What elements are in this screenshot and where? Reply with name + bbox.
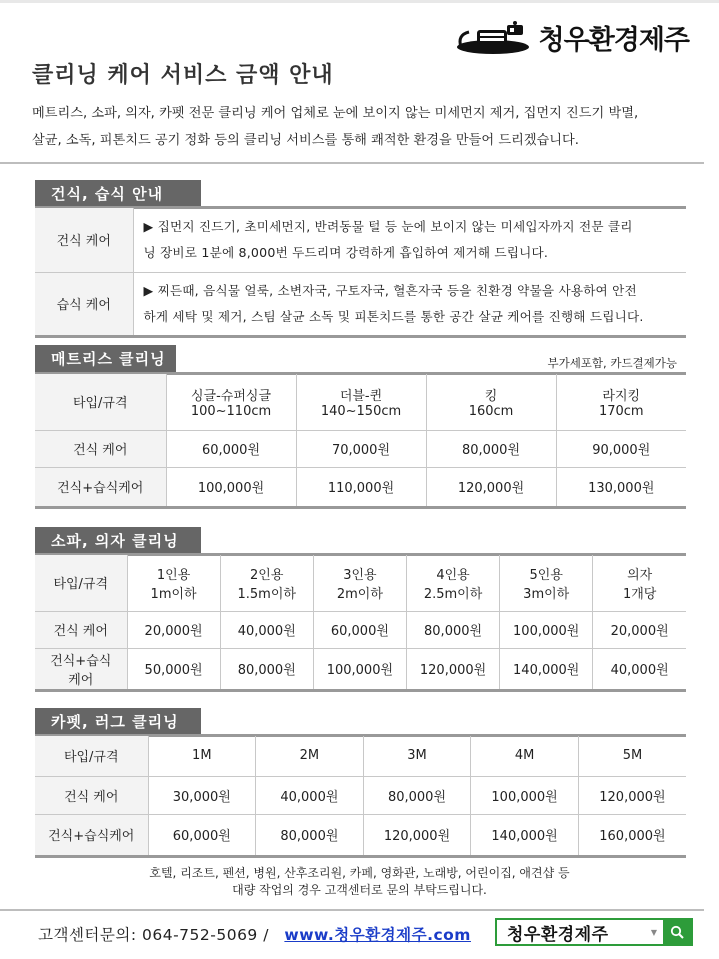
row-label: 건식 케어 bbox=[35, 430, 166, 467]
price-cell: 50,000원 bbox=[127, 648, 220, 690]
desc-line: ▶ 찌든때, 음식물 얼룩, 소변자국, 구토자국, 혈흔자국 등을 친환경 약물을 사용하여 안전 bbox=[143, 282, 637, 298]
price-cell: 160,000원 bbox=[578, 814, 686, 856]
price-cell: 90,000원 bbox=[556, 430, 686, 467]
contact-info bbox=[38, 923, 471, 945]
vat-note: 부가세포함, 카드결제가능 bbox=[547, 356, 677, 370]
column-header bbox=[426, 374, 556, 430]
search-button[interactable] bbox=[663, 920, 691, 944]
price-cell: 70,000원 bbox=[296, 430, 426, 467]
row-label: 건식+습식케어 bbox=[35, 467, 166, 507]
column-header bbox=[166, 374, 296, 430]
table-row bbox=[35, 374, 686, 430]
price-cell: 20,000원 bbox=[593, 611, 686, 648]
intro-line-2: 살균, 소독, 피톤치드 공기 정화 등의 클리닝 서비스를 통해 쾌적한 환경을 만들어 드리겠습니다. bbox=[32, 133, 579, 148]
cleaning-machine-icon bbox=[455, 20, 533, 56]
row-description bbox=[133, 208, 686, 272]
price-cell: 120,000원 bbox=[363, 814, 471, 856]
column-header bbox=[556, 374, 686, 430]
price-cell: 80,000원 bbox=[363, 776, 471, 814]
section-header-sofa: 소파, 의자 클리닝 bbox=[35, 527, 201, 555]
column-header: 5M bbox=[578, 736, 686, 776]
price-cell: 140,000원 bbox=[500, 648, 593, 690]
col-size: 140~150cm bbox=[320, 403, 402, 419]
column-header: 4M bbox=[471, 736, 579, 776]
type-label: 타입/규격 bbox=[35, 374, 166, 430]
type-label: 타입/규격 bbox=[35, 555, 127, 611]
col-size: 170cm bbox=[598, 403, 644, 419]
row-description bbox=[133, 272, 686, 336]
col-name: 킹 bbox=[484, 388, 498, 404]
brand-logo bbox=[455, 18, 690, 57]
col-name: 3인용 bbox=[343, 567, 377, 583]
col-size: 1m이하 bbox=[150, 586, 197, 602]
col-name: 싱글-슈퍼싱글 bbox=[190, 388, 272, 404]
col-size: 1개당 bbox=[622, 586, 657, 602]
intro-text bbox=[32, 100, 692, 154]
column-header bbox=[220, 555, 313, 611]
price-cell: 60,000원 bbox=[313, 611, 406, 648]
label-line: 케어 bbox=[68, 672, 94, 688]
col-size: 3m이하 bbox=[523, 586, 570, 602]
col-name: 라지킹 bbox=[602, 388, 641, 404]
col-name: 더블-퀸 bbox=[339, 388, 383, 404]
price-cell: 40,000원 bbox=[220, 611, 313, 648]
table-row bbox=[35, 814, 686, 856]
col-name: 의자 bbox=[627, 567, 653, 583]
col-name: 1인용 bbox=[156, 567, 191, 583]
table-row bbox=[35, 272, 686, 336]
col-size: 100~110cm bbox=[190, 403, 272, 419]
price-cell: 100,000원 bbox=[313, 648, 406, 690]
column-header: 3M bbox=[363, 736, 471, 776]
table-row bbox=[35, 467, 686, 507]
table-row bbox=[35, 430, 686, 467]
label-line: 건식+습식 bbox=[50, 653, 112, 669]
phone-label: 고객센터문의: 064-752-5069 / bbox=[38, 926, 269, 944]
row-label: 건식 케어 bbox=[35, 611, 127, 648]
price-cell: 80,000원 bbox=[406, 611, 499, 648]
price-cell: 40,000원 bbox=[256, 776, 364, 814]
col-size: 2m이하 bbox=[336, 586, 383, 602]
desc-line: 닝 장비로 1분에 8,000번 두드리며 강력하게 흡입하여 제거해 드립니다. bbox=[143, 244, 549, 260]
divider bbox=[0, 909, 704, 911]
row-label: 습식 케어 bbox=[35, 272, 133, 336]
price-cell: 120,000원 bbox=[578, 776, 686, 814]
col-name: 2인용 bbox=[250, 567, 284, 583]
page-title: 클리닝 케어 서비스 금액 안내 bbox=[32, 63, 334, 88]
table-row bbox=[35, 208, 686, 272]
column-header: 2M bbox=[256, 736, 364, 776]
row-label: 건식 케어 bbox=[35, 208, 133, 272]
column-header bbox=[313, 555, 406, 611]
table-row bbox=[35, 776, 686, 814]
table-row bbox=[35, 648, 686, 690]
column-header bbox=[127, 555, 220, 611]
sofa-table bbox=[35, 555, 686, 692]
column-header bbox=[406, 555, 499, 611]
table-row bbox=[35, 736, 686, 776]
mattress-table bbox=[35, 374, 686, 509]
col-size: 1.5m이하 bbox=[237, 586, 296, 602]
search-box[interactable] bbox=[495, 918, 693, 946]
column-header bbox=[500, 555, 593, 611]
col-size: 2.5m이하 bbox=[423, 586, 483, 602]
price-cell: 110,000원 bbox=[296, 467, 426, 507]
bulk-order-note bbox=[0, 865, 719, 899]
price-cell: 120,000원 bbox=[426, 467, 556, 507]
chevron-down-icon[interactable]: ▼ bbox=[650, 927, 657, 937]
dry-wet-table bbox=[35, 208, 686, 338]
carpet-table bbox=[35, 736, 686, 858]
type-label: 타입/규격 bbox=[35, 736, 148, 776]
search-input[interactable]: 청우환경제주 bbox=[507, 924, 609, 945]
price-cell: 60,000원 bbox=[148, 814, 256, 856]
price-cell: 120,000원 bbox=[406, 648, 499, 690]
price-cell: 80,000원 bbox=[256, 814, 364, 856]
price-cell: 30,000원 bbox=[148, 776, 256, 814]
price-cell: 80,000원 bbox=[426, 430, 556, 467]
intro-line-1: 메트리스, 소파, 의자, 카펫 전문 클리닝 케어 업체로 눈에 보이지 않는 미세먼지 제거, 집먼지 진드기 박멸, bbox=[32, 106, 639, 121]
column-header bbox=[593, 555, 686, 611]
price-cell: 20,000원 bbox=[127, 611, 220, 648]
row-label bbox=[35, 648, 127, 690]
note-line: 대량 작업의 경우 고객센터로 문의 부탁드립니다. bbox=[232, 883, 487, 897]
row-label: 건식 케어 bbox=[35, 776, 148, 814]
desc-line: 하게 세탁 및 제거, 스팀 살균 소독 및 피톤치드를 통한 공간 살균 케어를 진행해 드립니다. bbox=[143, 308, 644, 324]
section-header-dry-wet: 건식, 습식 안내 bbox=[35, 180, 201, 208]
brand-name: 청우환경제주 bbox=[538, 25, 689, 56]
col-size: 160cm bbox=[468, 403, 514, 419]
section-header-carpet: 카펫, 러그 클리닝 bbox=[35, 708, 201, 736]
price-cell: 40,000원 bbox=[593, 648, 686, 690]
price-cell: 100,000원 bbox=[500, 611, 593, 648]
divider bbox=[0, 162, 704, 164]
column-header bbox=[296, 374, 426, 430]
price-cell: 140,000원 bbox=[471, 814, 579, 856]
note-line: 호텔, 리조트, 펜션, 병원, 산후조리원, 카페, 영화관, 노래방, 어린이집, 애견샵 등 bbox=[149, 866, 570, 880]
price-cell: 100,000원 bbox=[166, 467, 296, 507]
table-row bbox=[35, 555, 686, 611]
top-border bbox=[0, 0, 719, 3]
table-row bbox=[35, 611, 686, 648]
price-cell: 60,000원 bbox=[166, 430, 296, 467]
price-cell: 80,000원 bbox=[220, 648, 313, 690]
desc-line: ▶ 집먼지 진드기, 초미세먼지, 반려동물 털 등 눈에 보이지 않는 미세입자까지 전문 클리 bbox=[143, 218, 633, 234]
price-cell: 100,000원 bbox=[471, 776, 579, 814]
col-name: 5인용 bbox=[529, 567, 563, 583]
price-cell: 130,000원 bbox=[556, 467, 686, 507]
row-label: 건식+습식케어 bbox=[35, 814, 148, 856]
website-link[interactable]: www.청우환경제주.com bbox=[284, 926, 471, 944]
column-header: 1M bbox=[148, 736, 256, 776]
search-icon bbox=[670, 925, 684, 939]
section-header-mattress: 매트리스 클리닝 bbox=[35, 345, 176, 373]
col-name: 4인용 bbox=[436, 567, 470, 583]
